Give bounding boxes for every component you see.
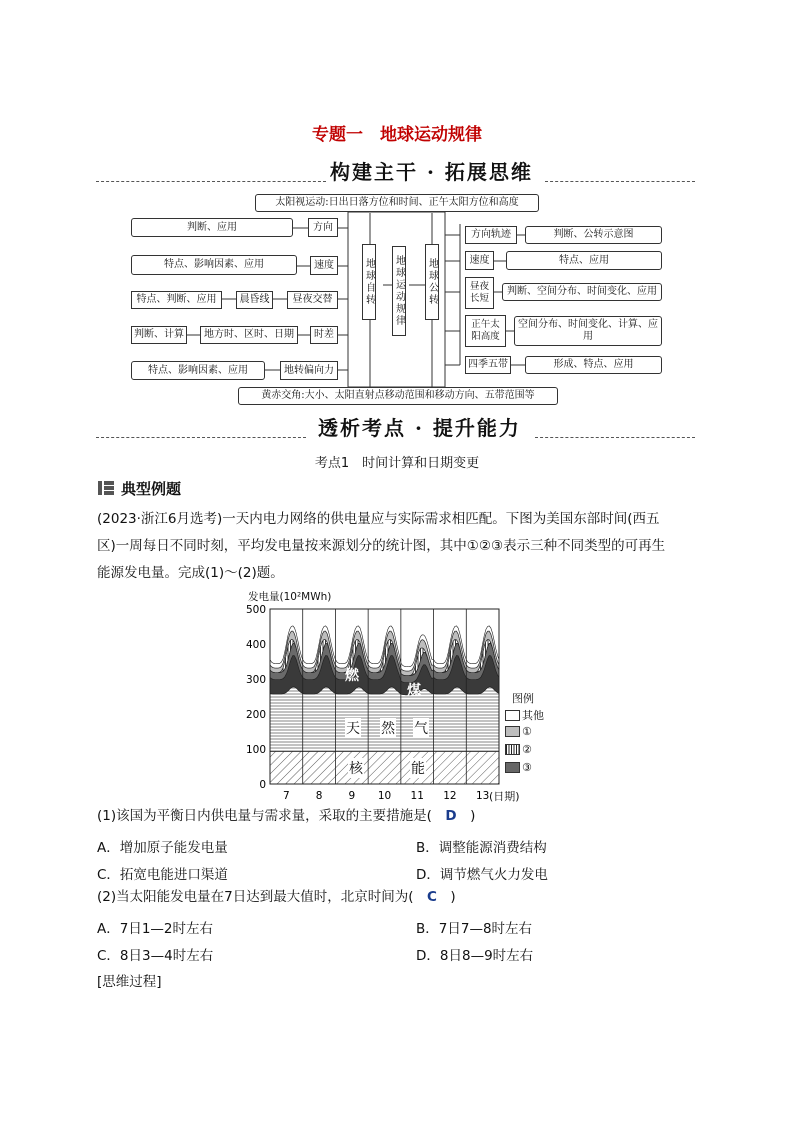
coriolis-force: 地转偏向力	[280, 361, 338, 380]
y-tick-label: 0	[259, 779, 266, 791]
area-label-nuclear-2: 能	[410, 758, 426, 778]
day-night-alternation-detail: 特点、判断、应用	[131, 291, 222, 309]
noon-sun-altitude: 正午太阳高度	[465, 315, 506, 347]
chart-ylabel: 发电量(10²MWh)	[248, 591, 332, 603]
x-tick-label: 9	[348, 790, 356, 802]
x-tick-label: 7	[283, 790, 290, 802]
banner-exam-points: 透析考点 · 提升能力	[318, 416, 521, 440]
q1-answer: D	[445, 808, 457, 824]
q1-option-b[interactable]: B．调整能源消费结构	[416, 840, 547, 856]
orbit-direction: 方向轨迹	[465, 226, 517, 244]
day-length-detail: 判断、空间分布、时间变化、应用	[502, 283, 662, 301]
revolution-speed: 速度	[465, 251, 494, 270]
q2-answer: C	[426, 889, 437, 905]
rotation-speed: 速度	[310, 256, 338, 275]
x-tick-label: 13	[475, 790, 490, 802]
area-label-gas-3: 气	[413, 718, 429, 738]
q2-option-d[interactable]: D．8日8—9时左右	[416, 948, 534, 964]
y-tick-label: 300	[245, 674, 266, 686]
area-label-gas-2: 然	[380, 718, 396, 738]
exam-point-label: 考点1 时间计算和日期变更	[314, 456, 480, 471]
q2-close: )	[436, 889, 456, 905]
y-tick-label: 100	[245, 744, 266, 756]
area-label-coal-1: 燃	[345, 668, 359, 684]
y-tick-label: 400	[245, 639, 266, 651]
orbit-direction-detail: 判断、公转示意图	[525, 226, 662, 244]
rotation-speed-detail: 特点、影响因素、应用	[131, 255, 297, 275]
x-tick-label: 12	[443, 790, 457, 802]
noon-sun-altitude-detail: 空间分布、时间变化、计算、应用	[514, 316, 662, 346]
seasons-zones-detail: 形成、特点、应用	[525, 356, 662, 374]
legend-label-3: ③	[522, 761, 532, 774]
q2-stem-text: (2)当太阳能发电量在7日达到最大值时，北京时间为(	[97, 889, 427, 905]
revolution-box: 地球公转	[425, 244, 439, 320]
day-night-alternation: 昼夜交替	[287, 291, 338, 309]
rotation-box: 地球自转	[362, 244, 376, 320]
section-heading: 典型例题	[121, 480, 182, 498]
y-tick-label: 200	[245, 709, 266, 721]
ecliptic-obliquity-box: 黄赤交角:大小、太阳直射点移动范围和移动方向、五带范围等	[238, 387, 558, 405]
y-tick-label: 500	[245, 604, 266, 616]
coriolis-detail: 特点、影响因素、应用	[131, 361, 265, 380]
legend-item-2	[505, 743, 532, 756]
question-intro-line-2: 区)一周每日不同时刻，平均发电量按来源划分的统计图，其中①②③表示三种不同类型的可再生	[97, 538, 666, 554]
local-time-zone-date: 地方时、区时、日期	[200, 326, 298, 344]
question-intro-line-1: (2023·浙江6月选考)一天内电力网络的供电量应与实际需求相匹配。下图为美国东部时间(西五	[97, 511, 660, 527]
question-intro-line-3: 能源发电量。完成(1)～(2)题。	[97, 565, 284, 581]
legend-swatch-other	[505, 710, 520, 721]
q1-option-c[interactable]: C．拓宽电能进口渠道	[97, 867, 228, 883]
thinking-process-label: [思维过程]	[97, 974, 162, 990]
q2-option-c[interactable]: C．8日3—4时左右	[97, 948, 214, 964]
x-tick-label: 8	[315, 790, 323, 802]
legend-label-other: 其他	[522, 709, 544, 722]
rotation-direction-detail: 判断、应用	[131, 218, 293, 237]
q1-option-a[interactable]: A．增加原子能发电量	[97, 840, 228, 856]
terminator-line: 晨昏线	[236, 291, 273, 309]
legend-swatch-2	[505, 744, 520, 755]
revolution-speed-detail: 特点、应用	[506, 251, 662, 270]
q2-stem	[97, 884, 456, 911]
legend-swatch-1	[505, 726, 520, 737]
band-nuclear	[270, 752, 499, 785]
legend-label-1: ①	[522, 725, 532, 738]
q1-stem	[97, 803, 475, 830]
x-tick-label: 10	[377, 790, 392, 802]
q1-option-d[interactable]: D．调节燃气火力发电	[416, 867, 548, 883]
law-box: 地球运动规律	[392, 246, 406, 336]
area-label-nuclear-1: 核	[348, 758, 364, 778]
q1-stem-text: (1)该国为平衡日内供电量与需求量，采取的主要措施是(	[97, 808, 446, 824]
area-label-gas-1: 天	[345, 718, 361, 738]
seasons-zones: 四季五带	[465, 356, 511, 374]
legend-item-other	[505, 707, 544, 723]
chart-xlabel: (日期)	[489, 790, 520, 803]
legend-label-2: ②	[522, 743, 532, 756]
sun-apparent-motion-box: 太阳视运动:日出日落方位和时间、正午太阳方位和高度	[255, 194, 539, 212]
rotation-direction: 方向	[308, 218, 338, 237]
banner-main-structure: 构建主干 · 拓展思维	[330, 160, 533, 184]
x-tick-label: 11	[410, 790, 424, 802]
day-length: 昼夜长短	[465, 277, 494, 309]
q2-option-b[interactable]: B．7日7—8时左右	[416, 921, 533, 937]
q2-option-a[interactable]: A．7日1—2时左右	[97, 921, 214, 937]
page-title: 专题一 地球运动规律	[312, 125, 482, 145]
q1-close: )	[456, 808, 476, 824]
time-difference-detail: 判断、计算	[131, 326, 187, 344]
time-difference: 时差	[310, 326, 338, 344]
legend-swatch-3	[505, 762, 520, 773]
legend-item-3	[505, 761, 532, 774]
legend-title: 图例	[512, 692, 534, 705]
area-label-coal-2: 煤	[407, 683, 421, 699]
legend-item-1	[505, 725, 532, 738]
